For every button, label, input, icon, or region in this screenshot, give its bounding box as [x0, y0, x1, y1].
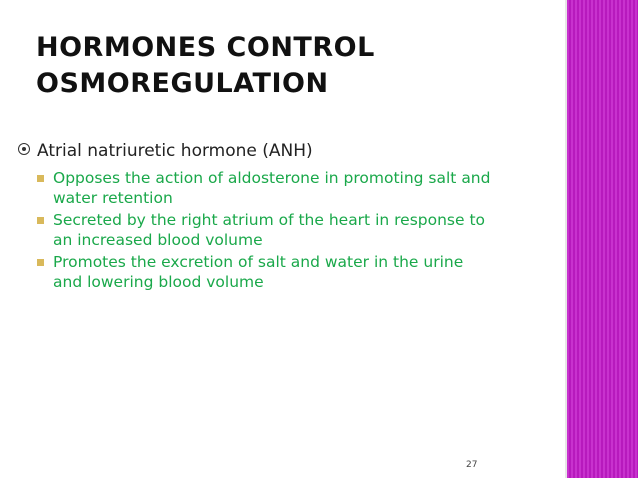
- slide-title: [36, 30, 556, 102]
- title-line-1: HORMONES CONTROL: [36, 32, 375, 63]
- main-bullet-item: [18, 140, 566, 162]
- circle-bullet-icon: [18, 143, 30, 155]
- square-bullet-icon: [37, 259, 44, 266]
- sub-bullet-item: [18, 168, 566, 208]
- sub-bullet-text-line: Promotes the excretion of salt and water in the urine: [53, 253, 464, 271]
- page-number: 27: [466, 460, 478, 470]
- slide-content: [18, 140, 566, 294]
- title-line-2: OSMOREGULATION: [36, 68, 329, 99]
- decorative-sidebar: [567, 0, 638, 478]
- sub-bullet-text-line: Opposes the action of aldosterone in promoting salt and: [53, 169, 491, 187]
- sub-bullet-text-line: and lowering blood volume: [53, 273, 264, 291]
- sub-bullet-item: [18, 210, 566, 250]
- sub-bullet-text-line: water retention: [53, 189, 173, 207]
- square-bullet-icon: [37, 217, 44, 224]
- square-bullet-icon: [37, 175, 44, 182]
- sub-bullet-item: [18, 252, 566, 292]
- main-bullet-text: Atrial natriuretic hormone (ANH): [37, 141, 313, 161]
- sub-bullet-text-line: an increased blood volume: [53, 231, 263, 249]
- sub-bullet-list: [18, 168, 566, 292]
- sub-bullet-text-line: Secreted by the right atrium of the heart in response to: [53, 211, 486, 229]
